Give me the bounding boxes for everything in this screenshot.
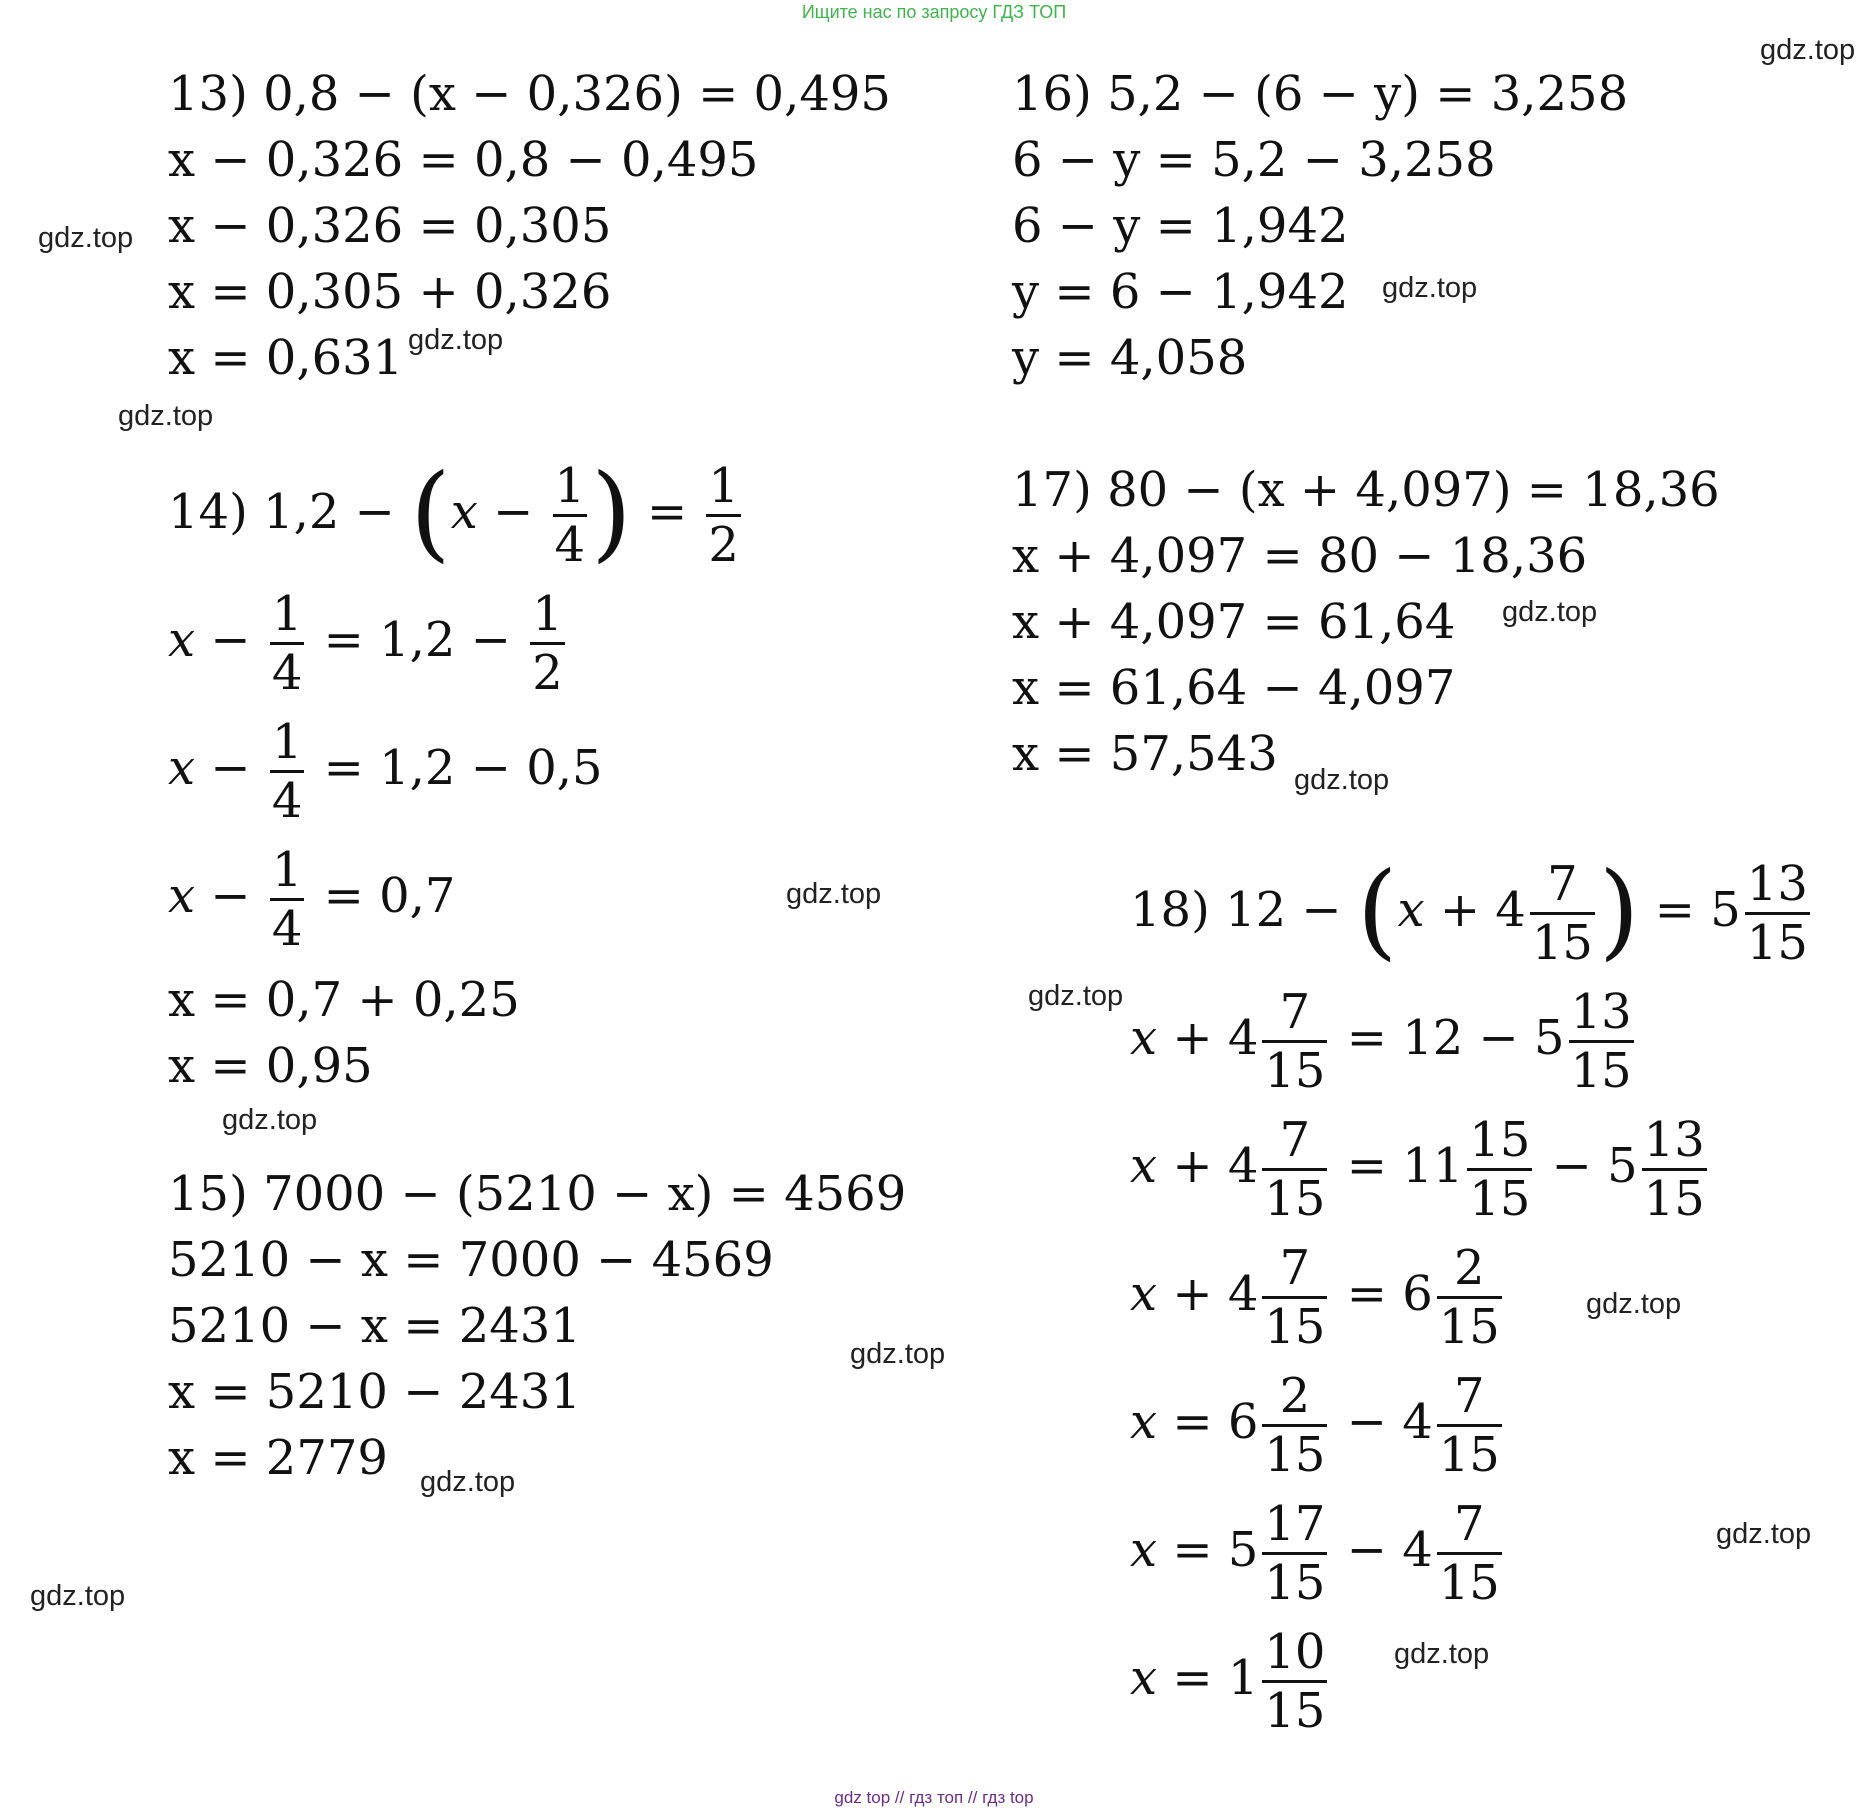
p15-line5: x = 2779 bbox=[168, 1430, 388, 1486]
p14-line3: x − $\frac{1}{4}$ = 1,2 − 0,5 bbox=[168, 714, 603, 829]
p15-line2: 5210 − x = 7000 − 4569 bbox=[168, 1232, 774, 1288]
watermark: gdz.top bbox=[1586, 1288, 1682, 1320]
watermark: gdz.top bbox=[1760, 34, 1856, 66]
watermark: gdz.top bbox=[1294, 764, 1390, 796]
watermark: gdz.top bbox=[850, 1338, 946, 1370]
watermark: gdz.top bbox=[786, 878, 882, 910]
p17-line2: x + 4,097 = 80 − 18,36 bbox=[1012, 528, 1588, 584]
p17-line4: x = 61,64 − 4,097 bbox=[1012, 660, 1456, 716]
p14-label: 14) 1,2 − bbox=[168, 484, 395, 540]
close-paren: ) bbox=[1598, 848, 1640, 971]
p18-line4: x + 4 $\frac{7}{15}$ = 6 $\frac{2}{15}$ bbox=[1130, 1240, 1500, 1355]
minus-sign: − bbox=[493, 484, 534, 540]
p14-line5: x = 0,7 + 0,25 bbox=[168, 972, 520, 1028]
p18-line1: 18) 12 − (x + 4 $\frac{7}{15}$ ) = 5 $\frac{13}{15}$ bbox=[1130, 848, 1808, 971]
p16-line1: 16) 5,2 − (6 − y) = 3,258 bbox=[1012, 66, 1629, 122]
watermark: gdz.top bbox=[1382, 272, 1478, 304]
watermark: gdz.top bbox=[408, 324, 504, 356]
watermark: gdz.top bbox=[1716, 1518, 1812, 1550]
fraction-1-4: $\frac{1}{4}$ bbox=[271, 714, 303, 829]
p14-line2: x − $\frac{1}{4}$ = 1,2 − $\frac{1}{2}$ bbox=[168, 586, 563, 701]
p15-line4: x = 5210 − 2431 bbox=[168, 1364, 581, 1420]
watermark: gdz.top bbox=[222, 1104, 318, 1136]
p16-line5: y = 4,058 bbox=[1012, 330, 1248, 386]
p15-line3: 5210 − x = 2431 bbox=[168, 1298, 581, 1354]
open-paren: ( bbox=[1356, 848, 1398, 971]
p15-line1: 15) 7000 − (5210 − x) = 4569 bbox=[168, 1166, 907, 1222]
search-banner: Ищите нас по запросу ГДЗ ТОП bbox=[801, 2, 1067, 22]
p16-line3: 6 − y = 1,942 bbox=[1012, 198, 1349, 254]
watermark: gdz.top bbox=[38, 222, 134, 254]
fraction-1-4: $\frac{1}{4}$ bbox=[271, 586, 303, 701]
footer-links: gdz top // гдз топ // гдз top bbox=[834, 1788, 1034, 1807]
p14-line6: x = 0,95 bbox=[168, 1038, 373, 1094]
p16-line2: 6 − y = 5,2 − 3,258 bbox=[1012, 132, 1496, 188]
fraction-1-2: $\frac{1}{2}$ bbox=[532, 586, 563, 701]
watermark: gdz.top bbox=[1028, 980, 1124, 1012]
fraction-1-4: $\frac{1}{4}$ bbox=[271, 842, 303, 957]
p14-line1 bbox=[168, 450, 745, 573]
watermark: gdz.top bbox=[1394, 1638, 1490, 1670]
p13-line2: x − 0,326 = 0,8 − 0,495 bbox=[168, 132, 759, 188]
close-paren: ) bbox=[591, 450, 632, 573]
p13-line1: 13) 0,8 − (x − 0,326) = 0,495 bbox=[168, 66, 891, 122]
watermark: gdz.top bbox=[30, 1580, 126, 1612]
p13-line3: x − 0,326 = 0,305 bbox=[168, 198, 612, 254]
p16-line4: y = 6 − 1,942 bbox=[1012, 264, 1349, 320]
p14-line4: x − $\frac{1}{4}$ = 0,7 bbox=[168, 842, 456, 957]
p17-line5: x = 57,543 bbox=[1012, 726, 1278, 782]
p17-line3: x + 4,097 = 61,64 bbox=[1012, 594, 1456, 650]
p18-line6: x = 5 $\frac{17}{15}$ − 4 $\frac{7}{15}$ bbox=[1130, 1496, 1500, 1611]
p13-line5: x = 0,631 bbox=[168, 330, 404, 386]
p18-line3: x + 4 $\frac{7}{15}$ = 11 $\frac{15}{15}$ − 5 $\frac{13}{15}$ bbox=[1130, 1112, 1705, 1227]
open-paren: ( bbox=[410, 450, 451, 573]
watermark: gdz.top bbox=[420, 1466, 516, 1498]
p18-label: 18) 12 − bbox=[1130, 882, 1342, 938]
p18-line2: x + 4 $\frac{7}{15}$ = 12 − 5 $\frac{13}{15}$ bbox=[1130, 984, 1632, 1099]
watermark: gdz.top bbox=[118, 400, 214, 432]
watermark: gdz.top bbox=[1502, 596, 1598, 628]
var-x: x bbox=[450, 484, 478, 540]
p18-line5: x = 6 $\frac{2}{15}$ − 4 $\frac{7}{15}$ bbox=[1130, 1368, 1500, 1483]
p18-line7: x = 1 $\frac{10}{15}$ bbox=[1130, 1624, 1326, 1739]
equals-sign: = bbox=[646, 484, 688, 540]
fraction-1-2: $\frac{1}{2}$ bbox=[708, 458, 739, 573]
p13-line4: x = 0,305 + 0,326 bbox=[168, 264, 612, 320]
p17-line1: 17) 80 − (x + 4,097) = 18,36 bbox=[1012, 462, 1720, 518]
fraction-1-4: $\frac{1}{4}$ bbox=[554, 458, 586, 573]
